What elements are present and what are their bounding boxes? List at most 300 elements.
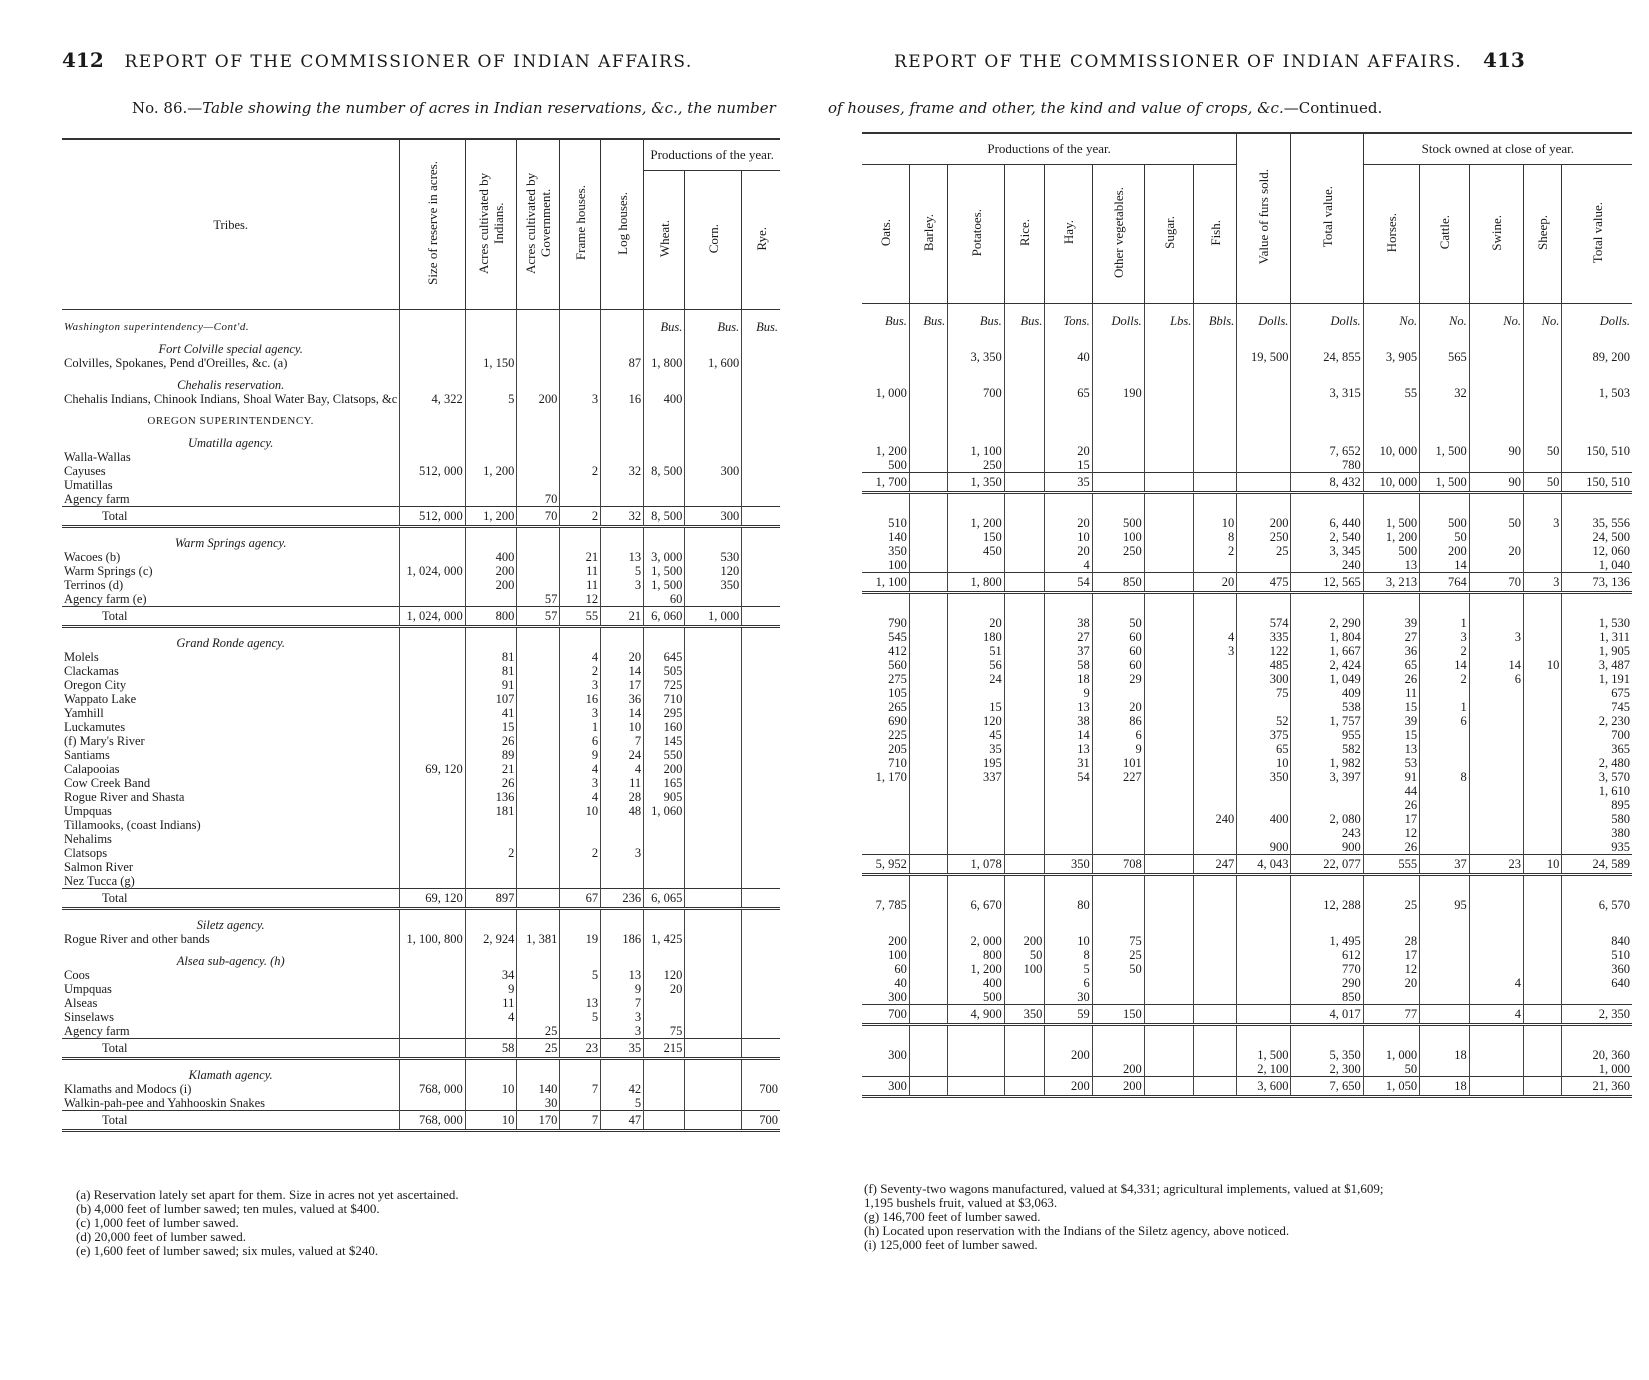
table-cell — [1469, 593, 1523, 617]
table-cell — [465, 527, 517, 551]
table-cell — [1363, 912, 1419, 934]
table-cell: 5, 952 — [862, 855, 909, 875]
table-cell — [909, 700, 947, 714]
table-cell — [400, 370, 465, 392]
table-cell — [465, 946, 517, 968]
table-cell: 250 — [1092, 544, 1144, 558]
table-cell — [560, 356, 601, 370]
table-cell — [742, 664, 780, 678]
header-horses: Horses. — [1363, 165, 1419, 304]
table-cell: 59 — [1045, 1005, 1092, 1025]
table-cell — [909, 912, 947, 934]
table-cell: 25 — [1092, 948, 1144, 962]
table-cell: 30 — [1045, 990, 1092, 1005]
table-cell — [685, 428, 742, 450]
table-cell — [601, 832, 644, 846]
table-cell — [685, 818, 742, 832]
table-cell: 215 — [644, 1039, 685, 1059]
table-cell: 375 — [1237, 728, 1291, 742]
table-cell: 150 — [1092, 1005, 1144, 1025]
table-cell — [517, 678, 560, 692]
table-cell — [400, 527, 465, 551]
table-cell — [909, 948, 947, 962]
table-cell — [948, 493, 1004, 517]
table-cell: 1, 610 — [1562, 784, 1632, 798]
table-cell: 240 — [1291, 558, 1363, 573]
row-label: Grand Ronde agency. — [176, 636, 285, 650]
table-cell: Bus. — [644, 310, 685, 335]
table-cell — [742, 564, 780, 578]
table-cell: 2, 350 — [1562, 1005, 1632, 1025]
table-cell — [1194, 473, 1237, 493]
table-cell: 4 — [560, 762, 601, 776]
table-cell — [685, 650, 742, 664]
table-cell — [1144, 444, 1194, 458]
section-heading-row — [62, 1059, 780, 1083]
table-cell: 28 — [601, 790, 644, 804]
table-cell: 86 — [1092, 714, 1144, 728]
table-cell — [601, 310, 644, 335]
table-row — [62, 550, 780, 564]
table-row — [862, 1048, 1632, 1062]
table-cell — [1004, 493, 1045, 517]
table-cell — [1237, 473, 1291, 493]
table-cell — [560, 818, 601, 832]
table-cell: 1, 040 — [1562, 558, 1632, 573]
table-cell: 13 — [1363, 742, 1419, 756]
table-cell: 7 — [560, 1111, 601, 1131]
table-cell — [400, 790, 465, 804]
table-cell: 300 — [685, 507, 742, 527]
table-cell — [1194, 700, 1237, 714]
table-cell — [1092, 875, 1144, 899]
table-cell — [400, 310, 465, 335]
table-cell — [909, 875, 947, 899]
row-label: Calapooias — [64, 762, 120, 776]
table-cell — [465, 370, 517, 392]
table-cell — [601, 874, 644, 889]
row-label: Cow Creek Band — [64, 776, 151, 790]
table-cell: 2 — [1420, 644, 1470, 658]
table-cell — [1562, 493, 1632, 517]
table-cell — [909, 630, 947, 644]
table-cell — [1045, 593, 1092, 617]
table-cell: 58 — [465, 1039, 517, 1059]
table-cell: 3 — [1194, 644, 1237, 658]
table-cell: 50 — [1420, 530, 1470, 544]
table-cell — [742, 678, 780, 692]
row-label: Chehalis reservation. — [177, 378, 285, 392]
table-cell — [465, 1059, 517, 1083]
table-cell: 12, 060 — [1562, 544, 1632, 558]
table-row — [62, 932, 780, 946]
table-cell: 300 — [1237, 672, 1291, 686]
table-cell: 22, 077 — [1291, 855, 1363, 875]
table-cell — [560, 370, 601, 392]
table-row — [862, 826, 1632, 840]
table-row — [62, 804, 780, 818]
table-cell — [1004, 573, 1045, 593]
header-acres-government: Acres cultivated by Government. — [517, 139, 560, 310]
table-cell — [1420, 400, 1470, 422]
table-cell: 710 — [644, 692, 685, 706]
table-cell — [1523, 644, 1561, 658]
table-cell: 1, 500 — [644, 578, 685, 592]
table-row — [62, 1010, 780, 1024]
table-cell: Bus. — [948, 304, 1004, 329]
table-cell: 565 — [1420, 350, 1470, 364]
table-cell — [909, 798, 947, 812]
table-cell — [862, 812, 909, 826]
table-cell — [948, 840, 1004, 855]
table-cell — [1092, 593, 1144, 617]
table-row — [862, 714, 1632, 728]
table-cell: 4 — [560, 790, 601, 804]
table-cell: Bbls. — [1194, 304, 1237, 329]
table-cell: 6 — [1092, 728, 1144, 742]
table-cell: 160 — [644, 720, 685, 734]
table-cell: 25 — [517, 1024, 560, 1039]
table-row — [862, 630, 1632, 644]
table-cell — [400, 692, 465, 706]
table-row — [62, 734, 780, 748]
table-row — [862, 976, 1632, 990]
row-label: Molels — [64, 650, 99, 664]
table-row — [862, 700, 1632, 714]
table-cell: 24, 855 — [1291, 350, 1363, 364]
table-cell — [400, 706, 465, 720]
table-cell — [1004, 840, 1045, 855]
table-cell — [685, 706, 742, 720]
table-cell — [1144, 672, 1194, 686]
table-cell: 18 — [1045, 672, 1092, 686]
table-cell — [1144, 714, 1194, 728]
table-cell: 13 — [1045, 742, 1092, 756]
table-row — [862, 934, 1632, 948]
table-row — [862, 658, 1632, 672]
table-cell: 3 — [1523, 516, 1561, 530]
table-cell — [1004, 364, 1045, 386]
row-label: Washington superintendency—Cont'd. — [64, 321, 250, 333]
footnote: (c) 1,000 feet of lumber sawed. — [76, 1215, 239, 1230]
table-cell — [909, 840, 947, 855]
table-cell: 51 — [948, 644, 1004, 658]
table-cell — [560, 334, 601, 356]
table-cell: 15 — [1363, 700, 1419, 714]
table-cell — [644, 334, 685, 356]
table-cell: 140 — [517, 1082, 560, 1096]
table-cell — [1194, 798, 1237, 812]
table-cell — [742, 464, 780, 478]
row-label: Siletz agency. — [196, 918, 265, 932]
table-cell — [1194, 826, 1237, 840]
table-cell — [400, 1024, 465, 1039]
table-cell: 100 — [888, 558, 907, 572]
table-cell — [601, 946, 644, 968]
table-cell — [1045, 400, 1092, 422]
table-row — [62, 748, 780, 762]
table-cell — [1144, 1077, 1194, 1097]
table-cell: 250 — [948, 458, 1004, 473]
table-cell — [1523, 840, 1561, 855]
row-label: Oregon City — [64, 678, 127, 692]
table-row — [862, 1062, 1632, 1077]
table-cell — [465, 406, 517, 428]
table-cell — [560, 406, 601, 428]
table-cell: 690 — [888, 714, 907, 728]
table-cell: 140 — [888, 530, 907, 544]
table-cell: 150 — [948, 530, 1004, 544]
header-rice: Rice. — [1004, 165, 1045, 304]
table-cell: 582 — [1291, 742, 1363, 756]
table-cell — [685, 932, 742, 946]
table-cell — [1004, 444, 1045, 458]
table-cell: 1, 200 — [875, 444, 907, 458]
table-cell: 150, 510 — [1562, 444, 1632, 458]
table-cell — [685, 1059, 742, 1083]
table-cell — [685, 592, 742, 607]
left-running-title: REPORT OF THE COMMISSIONER OF INDIAN AFFAIRS. — [124, 52, 693, 72]
table-cell — [601, 428, 644, 450]
table-cell — [909, 934, 947, 948]
table-cell — [517, 1010, 560, 1024]
table-cell: 4 — [1194, 630, 1237, 644]
table-cell: 3 — [1420, 630, 1470, 644]
table-cell — [1469, 812, 1523, 826]
table-cell: 295 — [644, 706, 685, 720]
table-cell: 2, 424 — [1291, 658, 1363, 672]
table-cell: 240 — [1194, 812, 1237, 826]
table-cell — [1092, 912, 1144, 934]
table-cell: 24 — [948, 672, 1004, 686]
table-cell — [1237, 386, 1291, 400]
table-cell — [601, 450, 644, 464]
table-cell: 37 — [1045, 644, 1092, 658]
table-cell: 764 — [1420, 573, 1470, 593]
section-heading-row — [862, 400, 1632, 422]
row-label: Wacoes (b) — [64, 550, 121, 564]
table-cell: 1, 200 — [948, 516, 1004, 530]
table-cell — [400, 846, 465, 860]
table-cell — [742, 889, 780, 909]
table-cell — [1194, 948, 1237, 962]
table-cell — [1144, 1005, 1194, 1025]
table-cell: 227 — [1092, 770, 1144, 784]
table-cell: 900 — [1237, 840, 1291, 855]
table-cell — [1194, 912, 1237, 934]
table-cell: 39 — [1363, 714, 1419, 728]
row-label: Chehalis Indians, Chinook Indians, Shoal Water Bay, Clatsops, &c — [64, 392, 398, 406]
table-cell — [1004, 530, 1045, 544]
table-row — [62, 310, 780, 335]
table-cell — [1469, 558, 1523, 573]
table-cell: 29 — [1092, 672, 1144, 686]
table-cell — [1194, 1005, 1237, 1025]
table-cell — [560, 478, 601, 492]
table-cell — [1045, 826, 1092, 840]
row-label: Warm Springs (c) — [64, 564, 153, 578]
table-cell — [1004, 1062, 1045, 1077]
table-cell — [1363, 422, 1419, 444]
table-cell — [1194, 784, 1237, 798]
table-cell — [1469, 530, 1523, 544]
table-cell — [685, 1096, 742, 1111]
table-cell: 19, 500 — [1237, 350, 1291, 364]
table-cell — [1144, 742, 1194, 756]
table-cell — [1144, 493, 1194, 517]
table-cell — [517, 1059, 560, 1083]
table-cell — [1144, 784, 1194, 798]
table-cell: 1, 905 — [1562, 644, 1632, 658]
table-cell — [1237, 493, 1291, 517]
table-row — [62, 450, 780, 464]
table-cell: 10 — [465, 1082, 517, 1096]
table-cell: 35 — [601, 1039, 644, 1059]
table-row — [862, 962, 1632, 976]
header-furs: Value of furs sold. — [1237, 133, 1291, 304]
table-row — [62, 776, 780, 790]
table-cell — [948, 826, 1004, 840]
table-cell — [1045, 493, 1092, 517]
table-row — [62, 356, 780, 370]
table-cell — [1194, 934, 1237, 948]
table-cell: 700 — [862, 1005, 909, 1025]
table-cell — [1004, 616, 1045, 630]
table-cell — [742, 550, 780, 564]
table-cell: 1, 000 — [875, 386, 907, 400]
table-cell: 1, 024, 000 — [400, 607, 465, 627]
section-heading-row — [62, 946, 780, 968]
table-cell: 20 — [1363, 976, 1419, 990]
table-cell: 20 — [601, 650, 644, 664]
table-cell — [1523, 1062, 1561, 1077]
table-cell: 28 — [1363, 934, 1419, 948]
table-cell — [400, 909, 465, 933]
table-row — [862, 544, 1632, 558]
table-cell — [1194, 875, 1237, 899]
table-cell — [465, 428, 517, 450]
total-row — [62, 607, 780, 627]
table-cell: 95 — [1420, 898, 1470, 912]
table-cell — [742, 762, 780, 776]
table-cell: Dolls. — [1237, 304, 1291, 329]
table-cell: 50 — [1523, 473, 1561, 493]
table-cell: 18 — [1420, 1077, 1470, 1097]
table-cell: 2, 000 — [948, 934, 1004, 948]
table-cell: 5 — [560, 1010, 601, 1024]
table-cell — [465, 874, 517, 889]
table-cell — [1194, 962, 1237, 976]
table-cell: 1, 667 — [1291, 644, 1363, 658]
table-cell: 2, 080 — [1291, 812, 1363, 826]
table-cell: 180 — [948, 630, 1004, 644]
table-cell — [1092, 686, 1144, 700]
table-cell: 13 — [1363, 558, 1419, 573]
table-cell: 100 — [1004, 962, 1045, 976]
table-cell — [1469, 990, 1523, 1005]
table-cell: 955 — [1291, 728, 1363, 742]
table-cell: 2 — [560, 464, 601, 478]
table-cell: 200 — [888, 934, 907, 948]
table-cell — [948, 558, 1004, 573]
section-heading-row — [62, 527, 780, 551]
table-cell: 1, 050 — [1363, 1077, 1419, 1097]
row-label: Terrinos (d) — [64, 578, 124, 592]
table-cell — [644, 627, 685, 651]
table-cell — [1420, 686, 1470, 700]
table-cell: 17 — [1363, 812, 1419, 826]
table-cell — [644, 478, 685, 492]
table-cell: 365 — [1562, 742, 1632, 756]
table-cell: 2, 230 — [1562, 714, 1632, 728]
table-cell: 6, 570 — [1562, 898, 1632, 912]
table-cell — [1237, 422, 1291, 444]
footnote: 1,195 bushels fruit, valued at $3,063. — [864, 1195, 1058, 1210]
table-cell: 27 — [1363, 630, 1419, 644]
table-cell: 1, 381 — [517, 932, 560, 946]
table-cell — [1291, 364, 1363, 386]
table-cell — [862, 350, 909, 364]
table-cell: 19 — [560, 932, 601, 946]
table-cell: 2 — [1420, 672, 1470, 686]
table-cell — [601, 370, 644, 392]
section-heading-row — [62, 334, 780, 356]
table-cell: 200 — [1004, 934, 1045, 948]
table-cell — [1420, 493, 1470, 517]
table-cell: 500 — [1420, 516, 1470, 530]
table-cell — [601, 527, 644, 551]
table-cell — [1237, 826, 1291, 840]
table-cell — [517, 664, 560, 678]
row-label: Umatillas — [64, 478, 113, 492]
table-cell — [1363, 458, 1419, 473]
left-caption — [132, 99, 776, 117]
table-cell — [1523, 756, 1561, 770]
table-cell — [517, 550, 560, 564]
table-cell: 512, 000 — [400, 507, 465, 527]
table-cell — [909, 558, 947, 573]
table-row — [62, 650, 780, 664]
table-cell — [1237, 364, 1291, 386]
table-cell — [862, 400, 909, 422]
table-cell: 35 — [1045, 473, 1092, 493]
table-cell: 337 — [948, 770, 1004, 784]
table-cell — [909, 1048, 947, 1062]
row-label: Umpquas — [64, 804, 112, 818]
table-cell — [644, 846, 685, 860]
table-cell — [560, 310, 601, 335]
table-cell: 105 — [888, 686, 907, 700]
table-cell — [517, 860, 560, 874]
table-cell — [465, 818, 517, 832]
table-cell: 640 — [1562, 976, 1632, 990]
table-cell: 8, 432 — [1291, 473, 1363, 493]
table-cell — [1237, 700, 1291, 714]
footnote: (f) Seventy-two wagons manufactured, valued at $4,331; agricultural implements, valued at $1,609; — [864, 1181, 1384, 1196]
table-row — [862, 444, 1632, 458]
row-label: Alseas — [64, 996, 98, 1010]
table-cell: 247 — [1194, 855, 1237, 875]
table-cell — [1562, 593, 1632, 617]
table-cell — [517, 428, 560, 450]
table-cell — [1004, 658, 1045, 672]
table-cell — [1291, 593, 1363, 617]
table-cell: 1, 350 — [948, 473, 1004, 493]
table-cell: Bus. — [742, 310, 780, 335]
right-caption — [828, 99, 1382, 117]
table-cell — [909, 784, 947, 798]
table-cell — [685, 527, 742, 551]
